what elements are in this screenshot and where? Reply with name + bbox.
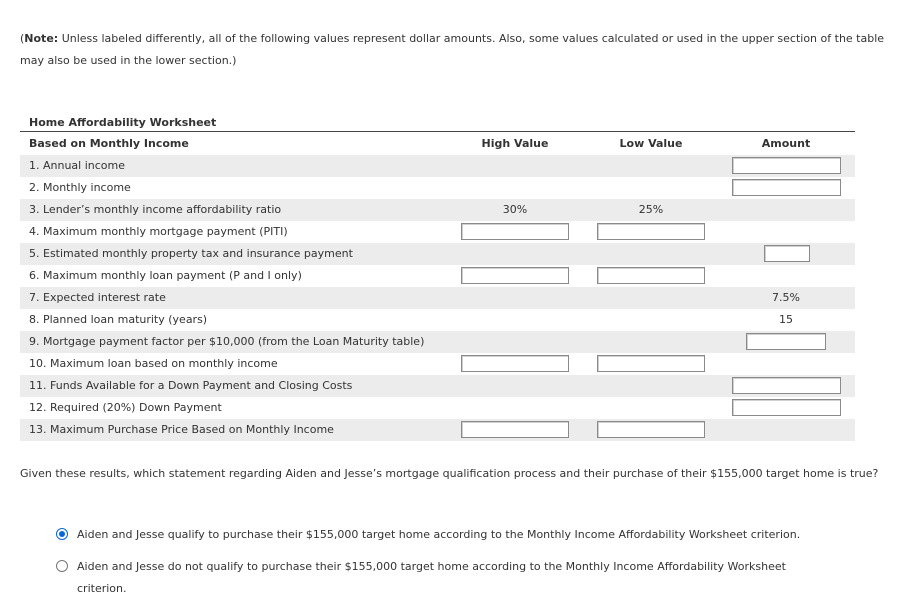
radio-unselected-icon[interactable] [56,560,68,572]
header-low-value: Low Value [619,137,683,150]
max-loan-low-input[interactable] [597,355,705,372]
max-loan-payment-high-input[interactable] [461,267,569,284]
table-row [20,331,855,353]
row-label: 13. Maximum Purchase Price Based on Monthly Income [29,423,334,436]
worksheet-title: Home Affordability Worksheet [29,116,217,129]
max-loan-payment-low-input[interactable] [597,267,705,284]
monthly-income-amount-input[interactable] [732,179,841,196]
table-row [20,199,855,221]
table-row [20,243,855,265]
header-label: Based on Monthly Income [29,137,189,150]
table-row [20,309,855,331]
table-row [20,221,855,243]
row-label: 1. Annual income [29,159,126,172]
option-text: Aiden and Jesse qualify to purchase their $155,000 target home according to the Monthly Income Affordability Worksheet criterion. [77,528,801,541]
table-row [20,155,855,177]
row-label: 7. Expected interest rate [29,291,166,304]
header-high-value: High Value [481,137,549,150]
table-row [20,287,855,309]
row-label: 4. Maximum monthly mortgage payment (PITI) [29,225,288,238]
affordability-ratio-high: 30% [502,203,528,216]
loan-maturity-amount: 15 [779,313,793,326]
worksheet-divider [20,131,855,132]
note-text: Unless labeled differently, all of the following values represent dollar amounts. Also, some values calculated or used in the upper section of the table may also be used in the lower section.) [20,32,885,67]
affordability-ratio-low: 25% [638,203,664,216]
annual-income-amount-input[interactable] [732,157,841,174]
table-row [20,375,855,397]
max-piti-high-input[interactable] [461,223,569,240]
row-label: 10. Maximum loan based on monthly income [29,357,278,370]
interest-rate-amount: 7.5% [772,291,800,304]
table-row [20,265,855,287]
row-label: 2. Monthly income [29,181,131,194]
table-row [20,397,855,419]
table-row [20,353,855,375]
row-label: 12. Required (20%) Down Payment [29,401,222,414]
row-label: 8. Planned loan maturity (years) [29,313,208,326]
row-label: 5. Estimated monthly property tax and insurance payment [29,247,353,260]
down-payment-funds-amount-input[interactable] [732,377,841,394]
row-label: 9. Mortgage payment factor per $10,000 (from the Loan Maturity table) [29,335,425,348]
note-label: Note: [24,32,59,45]
table-row [20,177,855,199]
row-label: 11. Funds Available for a Down Payment and Closing Costs [29,379,353,392]
max-purchase-price-low-input[interactable] [597,421,705,438]
worksheet-header-row [20,133,855,155]
payment-factor-amount-input[interactable] [746,333,826,350]
header-amount: Amount [761,137,811,150]
row-label: 3. Lender’s monthly income affordability ratio [29,203,282,216]
question-text: Given these results, which statement regarding Aiden and Jesse’s mortgage qualification process and their purchase of their $155,000 target home is true? [20,467,879,480]
tax-insurance-amount-input[interactable] [764,245,810,262]
max-piti-low-input[interactable] [597,223,705,240]
table-row [20,419,855,441]
row-label: 6. Maximum monthly loan payment (P and I only) [29,269,302,282]
radio-selected-icon[interactable] [56,528,68,540]
max-purchase-price-high-input[interactable] [461,421,569,438]
required-down-payment-amount-input[interactable] [732,399,841,416]
instructions-note [20,28,885,72]
note-open-paren: ( [20,32,25,45]
option-text: Aiden and Jesse do not qualify to purchase their $155,000 target home according to the Monthly Income Affordability Worksheet criterion. [77,560,786,595]
max-loan-high-input[interactable] [461,355,569,372]
